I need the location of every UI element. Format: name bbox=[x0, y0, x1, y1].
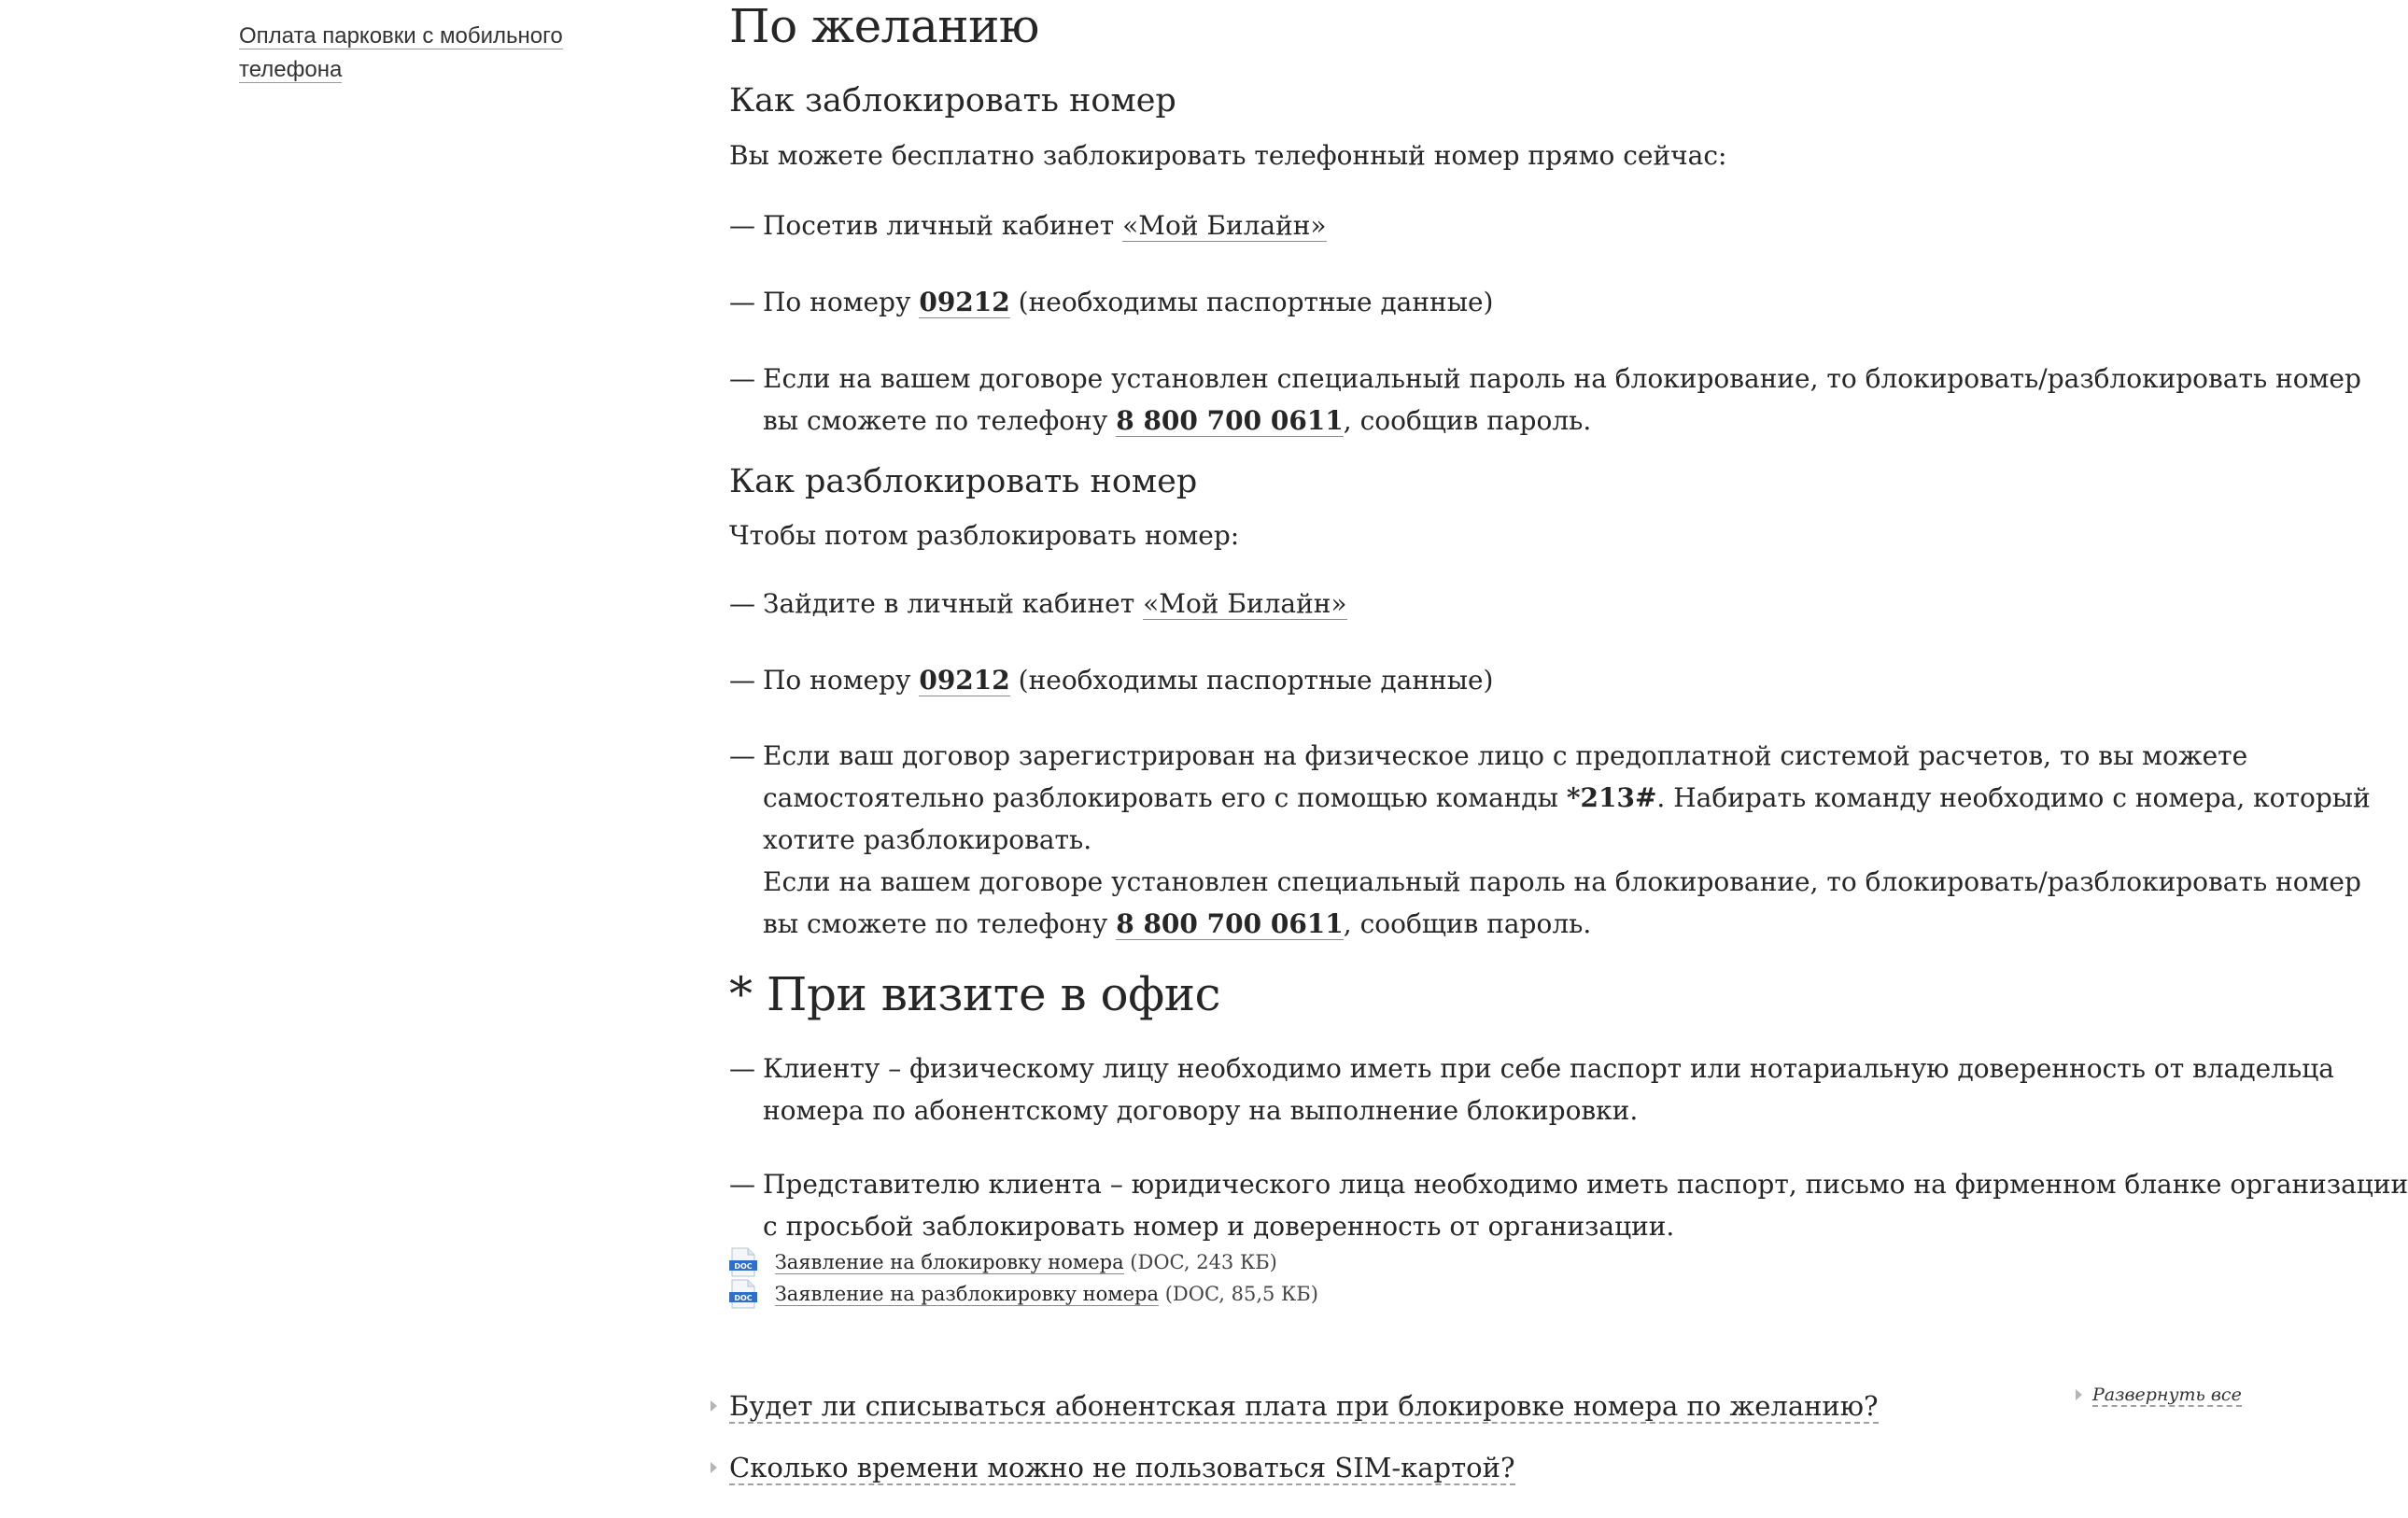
faq-item[interactable]: Сколько времени можно не пользоваться SIM-картой? bbox=[729, 1449, 1515, 1486]
unblock-application-link[interactable]: Заявление на разблокировку номера bbox=[774, 1283, 1160, 1305]
triangle-right-icon bbox=[711, 1462, 717, 1473]
sidebar-link-parking-payment[interactable]: Оплата парковки с мобильного bbox=[239, 23, 563, 49]
my-beeline-link[interactable]: «Мой Билайн» bbox=[1122, 210, 1327, 241]
document-row: DOC Заявление на разблокировку номера (DOC, 85,5 КБ) bbox=[729, 1279, 1318, 1309]
triangle-right-icon bbox=[2076, 1389, 2082, 1400]
doc-file-icon bbox=[729, 1247, 757, 1277]
sidebar-link-parking-payment-cont[interactable]: телефона bbox=[239, 57, 343, 82]
my-beeline-link[interactable]: «Мой Билайн» bbox=[1143, 588, 1347, 619]
page-title: По желанию bbox=[729, 0, 1039, 53]
block-application-link[interactable]: Заявление на блокировку номера bbox=[774, 1251, 1124, 1273]
list-item: — Если ваш договор зарегистрирован на физическое лицо с предоплатной системой расчетов, то вы можете самостоятельно разблокировать его с помощью команды *213#. Набирать команду необходимо с номера, который хотите разблокировать. Если на вашем договоре установлен специальный пароль на блокирование, то блокировать/разблокировать номер вы сможете по телефону 8 800 700 0611, сообщив пароль. bbox=[729, 740, 2371, 939]
phone-link[interactable]: 8 800 700 0611 bbox=[1116, 908, 1344, 939]
faq-item[interactable]: Будет ли списываться абонентская плата при блокировке номера по желанию? bbox=[729, 1387, 1879, 1425]
svg-text:DOC: DOC bbox=[734, 1294, 753, 1302]
svg-text:DOC: DOC bbox=[734, 1262, 753, 1271]
short-number-link[interactable]: 09212 bbox=[919, 665, 1010, 696]
document-row: DOC Заявление на блокировку номера (DOC, 243 КБ) bbox=[729, 1247, 1277, 1277]
doc-file-icon bbox=[729, 1279, 757, 1309]
list-item: — Посетив личный кабинет «Мой Билайн» bbox=[729, 210, 1327, 241]
office-heading: * При визите в офис bbox=[729, 967, 1221, 1021]
list-item: — По номеру 09212 (необходимы паспортные данные) bbox=[729, 287, 1494, 317]
block-intro: Вы можете бесплатно заблокировать телефонный номер прямо сейчас: bbox=[729, 140, 1727, 171]
list-item: — Клиенту – физическому лицу необходимо иметь при себе паспорт или нотариальную доверенность от владельца номера по абонентскому договору на выполнение блокировки. bbox=[729, 1053, 2334, 1126]
list-item: — По номеру 09212 (необходимы паспортные данные) bbox=[729, 665, 1494, 696]
expand-all-toggle[interactable]: Развернуть все bbox=[2092, 1383, 2242, 1407]
phone-link[interactable]: 8 800 700 0611 bbox=[1116, 405, 1344, 436]
sidebar bbox=[239, 21, 613, 88]
triangle-right-icon bbox=[711, 1400, 717, 1412]
block-heading: Как заблокировать номер bbox=[729, 82, 1176, 119]
list-item: — Если на вашем договоре установлен специальный пароль на блокирование, то блокировать/разблокировать номер вы сможете по телефону 8 800 700 0611, сообщив пароль. bbox=[729, 363, 2361, 436]
unblock-intro: Чтобы потом разблокировать номер: bbox=[729, 520, 1240, 551]
list-item: — Представителю клиента – юридического лица необходимо иметь паспорт, письмо на фирменном бланке организации с просьбой заблокировать номер и доверенность от организации. bbox=[729, 1169, 2408, 1242]
list-item: — Зайдите в личный кабинет «Мой Билайн» bbox=[729, 588, 1347, 619]
short-number-link[interactable]: 09212 bbox=[919, 287, 1010, 317]
ussd-command: *213# bbox=[1566, 782, 1657, 813]
unblock-heading: Как разблокировать номер bbox=[729, 463, 1198, 500]
